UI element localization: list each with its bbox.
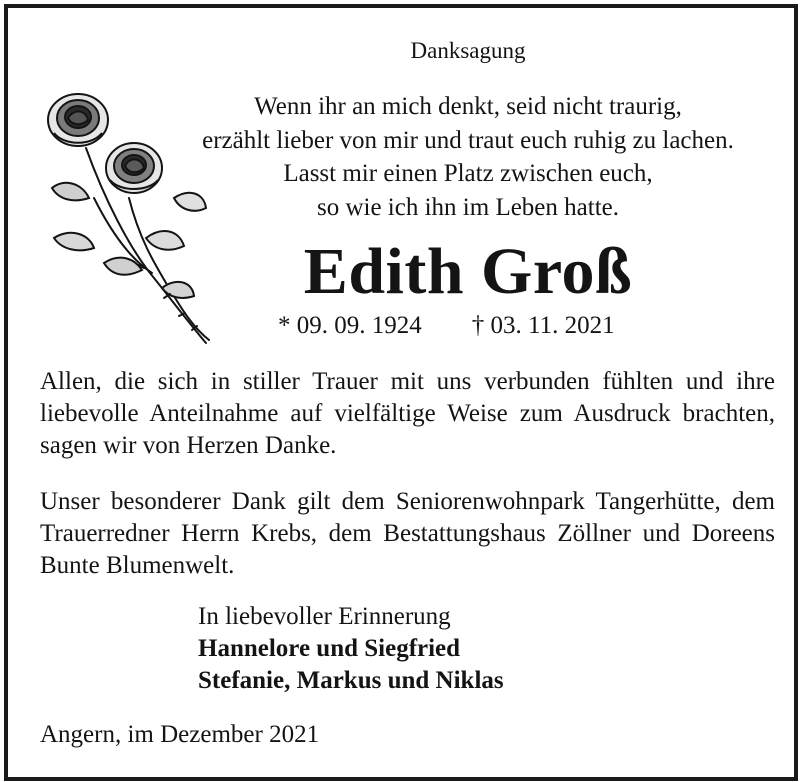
place-date: Angern, im Dezember 2021 [40, 721, 320, 748]
special-thanks-paragraph: Unser besonderer Dank gilt dem Seniorenwohnpark Tangerhütte, dem Trauerredner Herrn Krebs, dem Bestattungshaus Zöllner und Doreens Bunte Blumenwelt. [40, 488, 775, 579]
poem-line: so wie ich ihn im Leben hatte. [316, 193, 619, 221]
signature-name: Stefanie, Markus und Niklas [198, 667, 504, 694]
poem-line: Lasst mir einen Platz zwischen euch, [283, 160, 653, 187]
poem [148, 90, 788, 224]
signature-name: Hannelore und Siegfried [198, 635, 461, 662]
signature-intro: In liebevoller Erinnerung [198, 603, 451, 630]
death-date: † 03. 11. 2021 [471, 312, 615, 339]
life-dates [278, 312, 615, 340]
poem-line: Wenn ihr an mich denkt, seid nicht traurig, [254, 93, 682, 120]
heading: Danksagung [410, 38, 526, 63]
birth-date: * 09. 09. 1924 [278, 312, 422, 339]
signature [198, 601, 504, 697]
notice-frame [4, 4, 798, 781]
poem-line: erzählt lieber von mir und traut euch ruhig zu lachen. [202, 126, 734, 154]
thanks-paragraph: Allen, die sich in stiller Trauer mit uns verbunden fühlten und ihre liebevolle Anteilnahme auf vielfältige Weise zum Ausdruck brachten, sagen wir von Herzen Danke. [40, 368, 775, 459]
deceased-name: Edith Groß [303, 235, 633, 308]
